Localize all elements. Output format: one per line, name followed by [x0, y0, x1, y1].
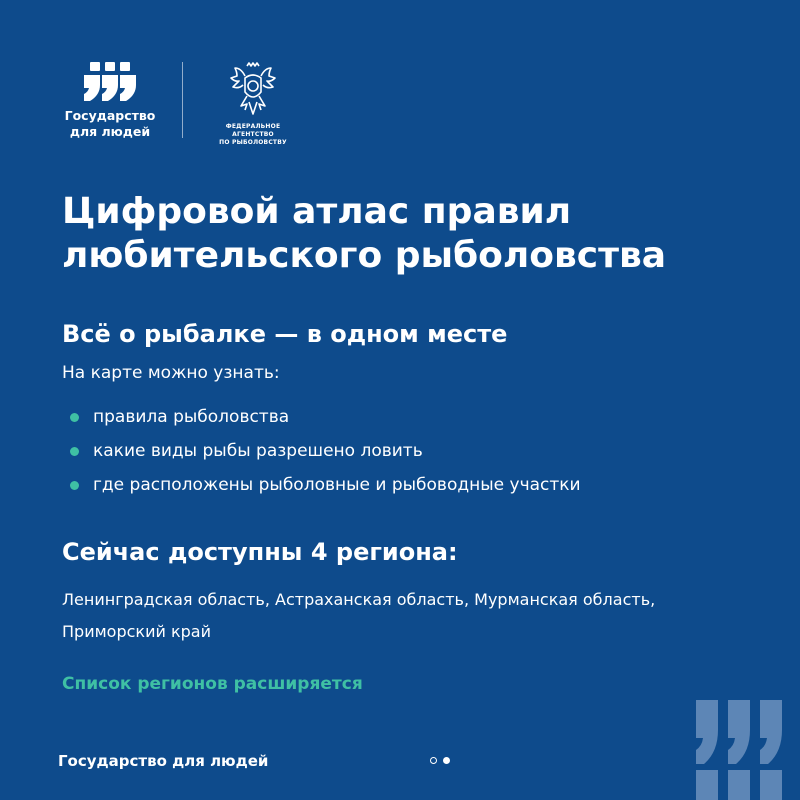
- list-item-text: какие виды рыбы разрешено ловить: [93, 441, 423, 461]
- regions-list: [62, 584, 762, 648]
- agency-logo: [207, 62, 299, 147]
- list-item: [62, 400, 581, 434]
- bullet-dot-icon: [70, 447, 79, 456]
- intro-text: На карте можно узнать:: [62, 363, 280, 383]
- double-headed-eagle-emblem-icon: [229, 62, 277, 118]
- agency-name-line1: ФЕДЕРАЛЬНОЕ АГЕНТСТВО: [225, 123, 281, 138]
- list-item-text: где расположены рыболовные и рыбоводные участки: [93, 475, 581, 495]
- list-item: [62, 468, 581, 502]
- page-title-line1: Цифровой атлас правил: [62, 191, 572, 232]
- page-title-line2: любительского рыболовства: [62, 235, 667, 276]
- regions-line1: Ленинградская область, Астраханская область, Мурманская область,: [62, 590, 656, 609]
- header-logos: [62, 62, 299, 147]
- logo-divider: [182, 62, 183, 138]
- agency-name: [207, 123, 299, 147]
- feature-list: [62, 400, 581, 502]
- brand-name-line2: для людей: [69, 124, 151, 139]
- quote-mark-decoration-icon: [688, 700, 800, 800]
- brand-name-line1: Государство: [64, 108, 156, 123]
- agency-name-line2: ПО РЫБОЛОВСТВУ: [219, 139, 287, 146]
- bullet-dot-icon: [70, 481, 79, 490]
- expansion-note: Список регионов расширяется: [62, 674, 363, 694]
- subtitle: Всё о рыбалке — в одном месте: [62, 320, 508, 348]
- footer-label: Государство для людей: [58, 752, 269, 770]
- regions-heading: Сейчас доступны 4 региона:: [62, 538, 458, 566]
- brand-logo: [62, 62, 158, 140]
- list-item: [62, 434, 581, 468]
- list-item-text: правила рыболовства: [93, 407, 290, 427]
- page-title: [62, 190, 762, 278]
- bullet-dot-icon: [70, 413, 79, 422]
- regions-line2: Приморский край: [62, 622, 211, 641]
- slide-pager: [430, 757, 450, 764]
- gosudarstvo-logo-icon: [84, 62, 136, 102]
- pager-dot-1[interactable]: [430, 757, 437, 764]
- brand-name: [65, 108, 156, 140]
- pager-dot-2-active[interactable]: [443, 757, 450, 764]
